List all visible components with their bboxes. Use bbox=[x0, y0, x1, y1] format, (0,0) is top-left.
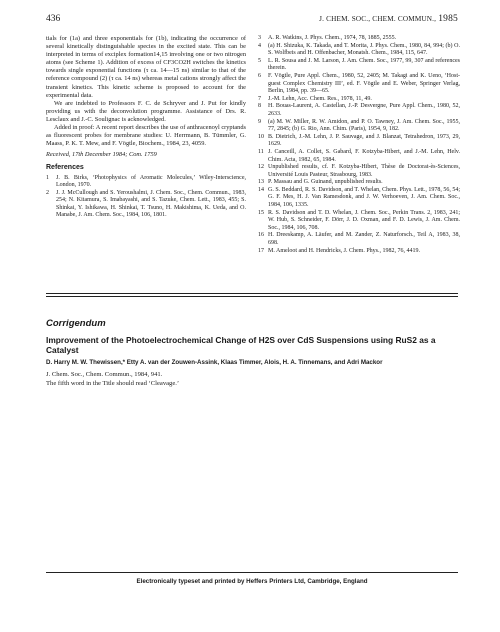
corrigendum-heading: Corrigendum bbox=[46, 318, 106, 329]
left-column bbox=[46, 35, 246, 220]
reference-item bbox=[258, 73, 460, 96]
corrigendum-note: The fifth word in the Title should read ‘Cleavage.’ bbox=[46, 380, 180, 387]
reference-number: 11 bbox=[258, 148, 264, 155]
reference-text: J.-M. Lehn, Acc. Chem. Res., 1978, 11, 49. bbox=[268, 95, 372, 102]
reference-item bbox=[258, 179, 460, 187]
footer-divider bbox=[46, 572, 458, 573]
reference-text: J. J. McCullough and S. Yeroushalmi, J. Chem. Soc., Chem. Commun., 1983, 254; N. Kitamura, S. Imabayashi, and S. Tazuke, Chem. Lett., 1983, 455; S. Shinkai, Y. Ishikawa, H. Shinkai, T. Tsuno, H. Makishima, K. Ueda, and O. Manabe, J. Am. Chem. Soc., 1984, 106, 1801. bbox=[56, 189, 246, 219]
reference-text: R. S. Davidson and T. D. Whelan, J. Chem. Soc., Perkin Trans. 2, 1983, 241; W. Hub, S. Schneider, F. Dörr, J. D. Oxman, and F. D. Lewis, J. Am. Chem. Soc., 1984, 106, 708. bbox=[268, 209, 460, 231]
journal-running-head bbox=[319, 14, 458, 24]
page-header bbox=[46, 14, 458, 28]
references-heading: References bbox=[46, 164, 84, 172]
reference-number: 12 bbox=[258, 164, 264, 171]
reference-item bbox=[258, 164, 460, 179]
reference-text: H. Bouas-Laurent, A. Castellan, J.-P. Desvergne, Pure Appl. Chem., 1980, 52, 2633. bbox=[268, 103, 460, 117]
reference-number: 13 bbox=[258, 179, 264, 186]
reference-item bbox=[258, 149, 460, 164]
acknowledgement-paragraph: We are indebted to Professors F. C. de Schryver and J. Put for kindly providing us with the deconvolution programme. Assistance of Drs. R. Lesclaux and J.-C. Soulignac is acknowledged. bbox=[46, 99, 246, 123]
reference-text: A. R. Watkins, J. Phys. Chem., 1974, 78, 1885, 2555. bbox=[268, 35, 397, 41]
reference-number: 1 bbox=[46, 174, 49, 181]
reference-number: 4 bbox=[258, 42, 261, 49]
reference-text: Unpublished results, cf. F. Kotzyba-Hibert, Thèse de Doctorat-ès-Sciences, Université Louis Pasteur, Strasbourg, 1983. bbox=[268, 164, 460, 178]
corrigendum-article-title: Improvement of the Photoelectrochemical Change of H2S over CdS Suspensions using RuS2 as a Catalyst bbox=[46, 335, 436, 355]
reference-item bbox=[258, 96, 460, 104]
reference-number: 2 bbox=[46, 189, 49, 196]
reference-item bbox=[258, 58, 460, 73]
right-column bbox=[258, 35, 460, 255]
reference-number: 10 bbox=[258, 133, 264, 140]
reference-number: 16 bbox=[258, 232, 264, 239]
reference-text: H. Dreeskamp, A. Läufer, and M. Zander, Z. Naturforsch., Teil A, 1983, 38, 698. bbox=[268, 232, 460, 247]
reference-text: J. Canceill, A. Collet, S. Gabard, F. Kotzyba-Hibert, and J.-M. Lehn, Helv. Chim. Acta, 1982, 65, 1984. bbox=[268, 148, 460, 163]
reference-number: 8 bbox=[258, 103, 261, 110]
page-number: 436 bbox=[46, 14, 61, 24]
body-paragraph: tials for (1a) and three exponentials for (1b), indicating the occurrence of several kinetically distinguishable species in the excited state. This can be interpreted in terms of exciplex formation14,15 involving one or two nitrogen atoms (see Scheme 1). Addition of excess of CF3CO2H switches the kinetics towards single exponential functions (τ ca. 14—15 ns) similar to that of the reference compound (2) (τ ca. 14 ns) whereas metal cations strongly affect the transient kinetics. This kinetic scheme is proposed to account for the experimental data. bbox=[46, 35, 246, 99]
received-date: Received, 17th December 1984; Com. 1759 bbox=[46, 151, 157, 159]
journal-name: J. CHEM. SOC., CHEM. COMMUN., bbox=[319, 15, 437, 23]
section-divider-thin bbox=[46, 296, 458, 297]
reference-item bbox=[258, 103, 460, 118]
reference-number: 5 bbox=[258, 57, 261, 64]
reference-item bbox=[258, 43, 460, 58]
reference-text: B. Dietrich, J.-M. Lehn, J. P. Sauvage, and J. Blanzat, Tetrahedron, 1973, 29, 1629. bbox=[268, 133, 460, 148]
reference-item bbox=[258, 210, 460, 233]
reference-number: 6 bbox=[258, 72, 261, 79]
reference-item bbox=[258, 187, 460, 210]
reference-text: G. S. Beddard, R. S. Davidson, and T. Whelan, Chem. Phys. Lett., 1978, 56, 54; G. F. Mes, H. J. Van Ramesdonk, and J. W. Verhoeven, J. Am. Chem. Soc., 1984, 106, 1335. bbox=[268, 186, 460, 209]
reference-text: (a) M. W. Miller, R. W. Amidon, and P. O. Tawney, J. Am. Chem. Soc., 1955, 77, 2845; (b) G. Rio, Ann. Chim. (Paris), 1954, 9, 182. bbox=[268, 118, 460, 133]
added-in-proof-paragraph: Added in proof: A recent report describes the use of anthracenoyl cryptands as fluorescent probes for membrane studies: U. Herrmann, B. Tümmler, G. Maass, P. K. T. Mew, and F. Vögtle, Biochem., 1984, 23, 4059. bbox=[46, 124, 246, 148]
reference-item bbox=[46, 175, 246, 190]
reference-item bbox=[46, 190, 246, 220]
corrigendum-authors: D. Harry M. W. Thewissen,* Etty A. van der Zouwen-Assink, Klaas Timmer, Alois, H. A. Tinnemans, and Adri Mackor bbox=[46, 359, 383, 366]
reference-item bbox=[258, 232, 460, 247]
reference-item bbox=[258, 119, 460, 134]
section-divider-thick bbox=[46, 293, 458, 294]
reference-text: F. Vögtle, Pure Appl. Chem., 1980, 52, 2405; M. Takagi and K. Ueno, ‘Host-guest Complex Chemistry III’, ed. F. Vögtle and E. Weber, Springer Verlag, Berlin, 1984, pp. 39—65. bbox=[268, 72, 460, 95]
corrigendum-citation: J. Chem. Soc., Chem. Commun., 1984, 941. bbox=[46, 371, 163, 378]
reference-item bbox=[258, 35, 460, 43]
reference-number: 9 bbox=[258, 118, 261, 125]
reference-item bbox=[258, 248, 460, 256]
reference-number: 7 bbox=[258, 95, 261, 102]
reference-number: 14 bbox=[258, 186, 264, 193]
corrigendum-section bbox=[46, 318, 458, 387]
reference-item bbox=[258, 134, 460, 149]
reference-text: L. R. Sousa and J. M. Larson, J. Am. Chem. Soc., 1977, 99, 307 and references therein. bbox=[268, 57, 460, 72]
reference-number: 17 bbox=[258, 247, 264, 254]
journal-year: 1985 bbox=[438, 14, 458, 24]
reference-number: 15 bbox=[258, 209, 264, 216]
reference-number: 3 bbox=[258, 35, 261, 41]
reference-text: M. Ameloot and H. Hendricks, J. Chem. Phys., 1982, 76, 4419. bbox=[268, 247, 420, 254]
reference-text: J. B. Birks, ‘Photophysics of Aromatic Molecules,’ Wiley-Interscience, London, 1970. bbox=[56, 174, 246, 189]
reference-text: P. Massau and G. Guinand, unpublished results. bbox=[268, 179, 383, 186]
printer-imprint: Electronically typeset and printed by Heffers Printers Ltd, Cambridge, England bbox=[136, 578, 368, 585]
reference-text: (a) H. Shizuka, K. Takada, and T. Morita, J. Phys. Chem., 1980, 84, 994; (b) O. S. Wolfbeis and H. Offenbacher, Monatsh. Chem., 1984, 115, 647. bbox=[268, 42, 460, 57]
